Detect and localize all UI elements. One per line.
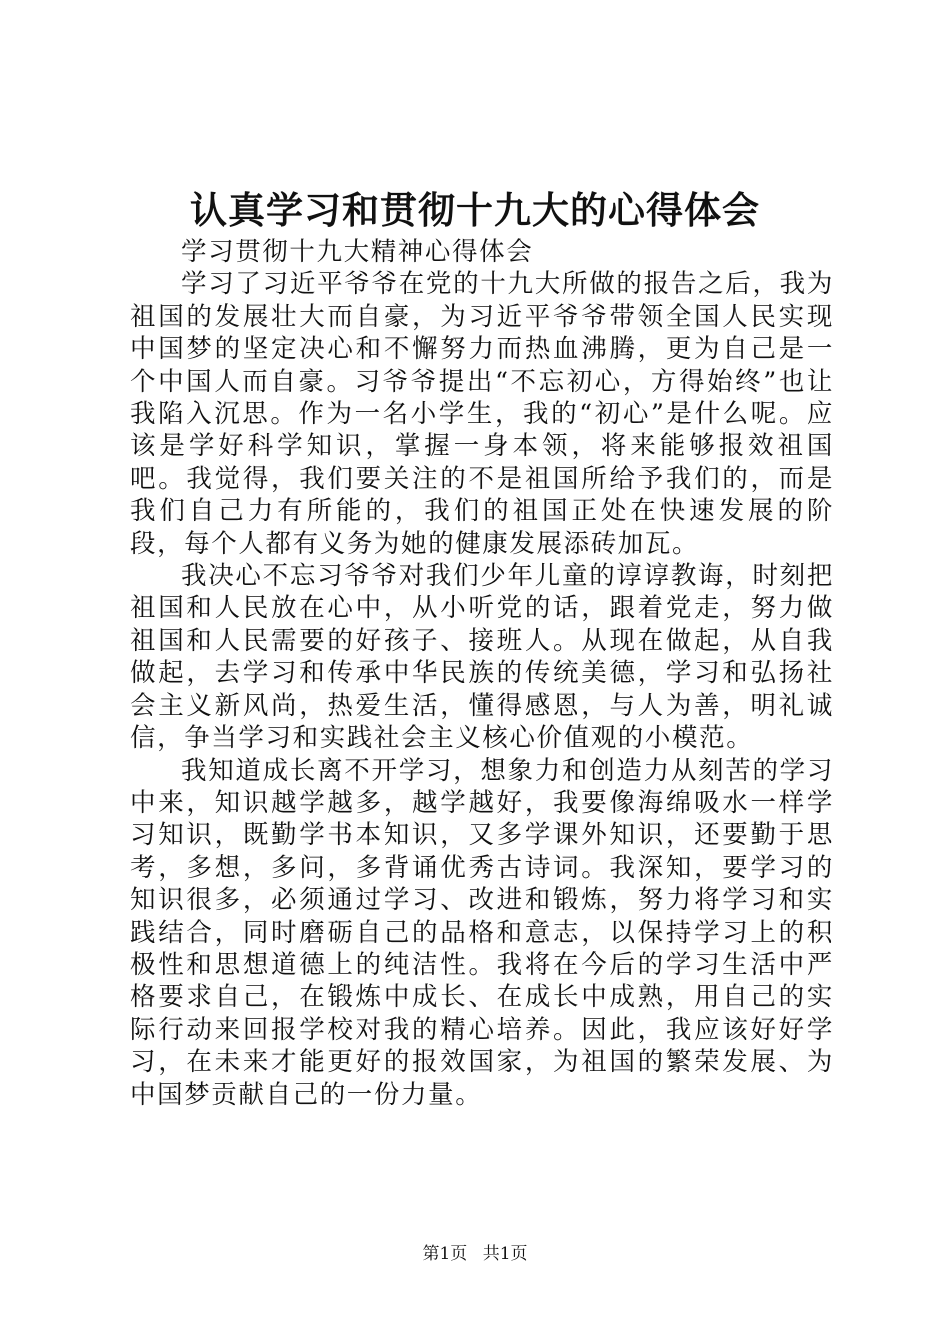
document-subtitle: 学习贯彻十九大精神心得体会 <box>181 237 534 267</box>
paragraph-1: 学习了习近平爷爷在党的十九大所做的报告之后，我为祖国的发展壮大而自豪，为习近平爷爷带领全国人民实现中国梦的坚定决心和不懈努力而热血沸腾，更为自己是一个中国人而自豪。习爷爷提出“不忘初心，方得始终”也让我陷入沉思。作为一名小学生，我的“初心”是什么呢。应该是学好科学知识，掌握一身本领，将来能够报效祖国吧。我觉得，我们要关注的不是祖国所给予我们的，而是我们自己力有所能的，我们的祖国正处在快速发展的阶段，每个人都有义务为她的健康发展添砖加瓦。 <box>130 269 834 559</box>
page-number: 第1页 <box>422 1244 468 1264</box>
page-footer <box>0 1243 950 1265</box>
document-title: 认真学习和贯彻十九大的心得体会 <box>190 188 760 232</box>
document-body <box>130 236 834 1111</box>
page-total: 共1页 <box>482 1244 528 1264</box>
paragraph-3: 我知道成长离不开学习，想象力和创造力从刻苦的学习中来，知识越学越多，越学越好，我要像海绵吸水一样学习知识，既勤学书本知识，又多学课外知识，还要勤于思考，多想，多问，多背诵优秀古诗词。我深知，要学习的知识很多，必须通过学习、改进和锻炼，努力将学习和实践结合，同时磨砺自己的品格和意志，以保持学习上的积极性和思想道德上的纯洁性。我将在今后的学习生活中严格要求自己，在锻炼中成长、在成长中成熟，用自己的实际行动来回报学校对我的精心培养。因此，我应该好好学习，在未来才能更好的报效国家，为祖国的繁荣发展、为中国梦贡献自己的一份力量。 <box>130 755 834 1110</box>
paragraph-2: 我决心不忘习爷爷对我们少年儿童的谆谆教诲，时刻把祖国和人民放在心中，从小听党的话，跟着党走，努力做祖国和人民需要的好孩子、接班人。从现在做起，从自我做起，去学习和传承中华民族的传统美德，学习和弘扬社会主义新风尚，热爱生活，懂得感恩，与人为善，明礼诚信，争当学习和实践社会主义核心价值观的小模范。 <box>130 561 834 754</box>
